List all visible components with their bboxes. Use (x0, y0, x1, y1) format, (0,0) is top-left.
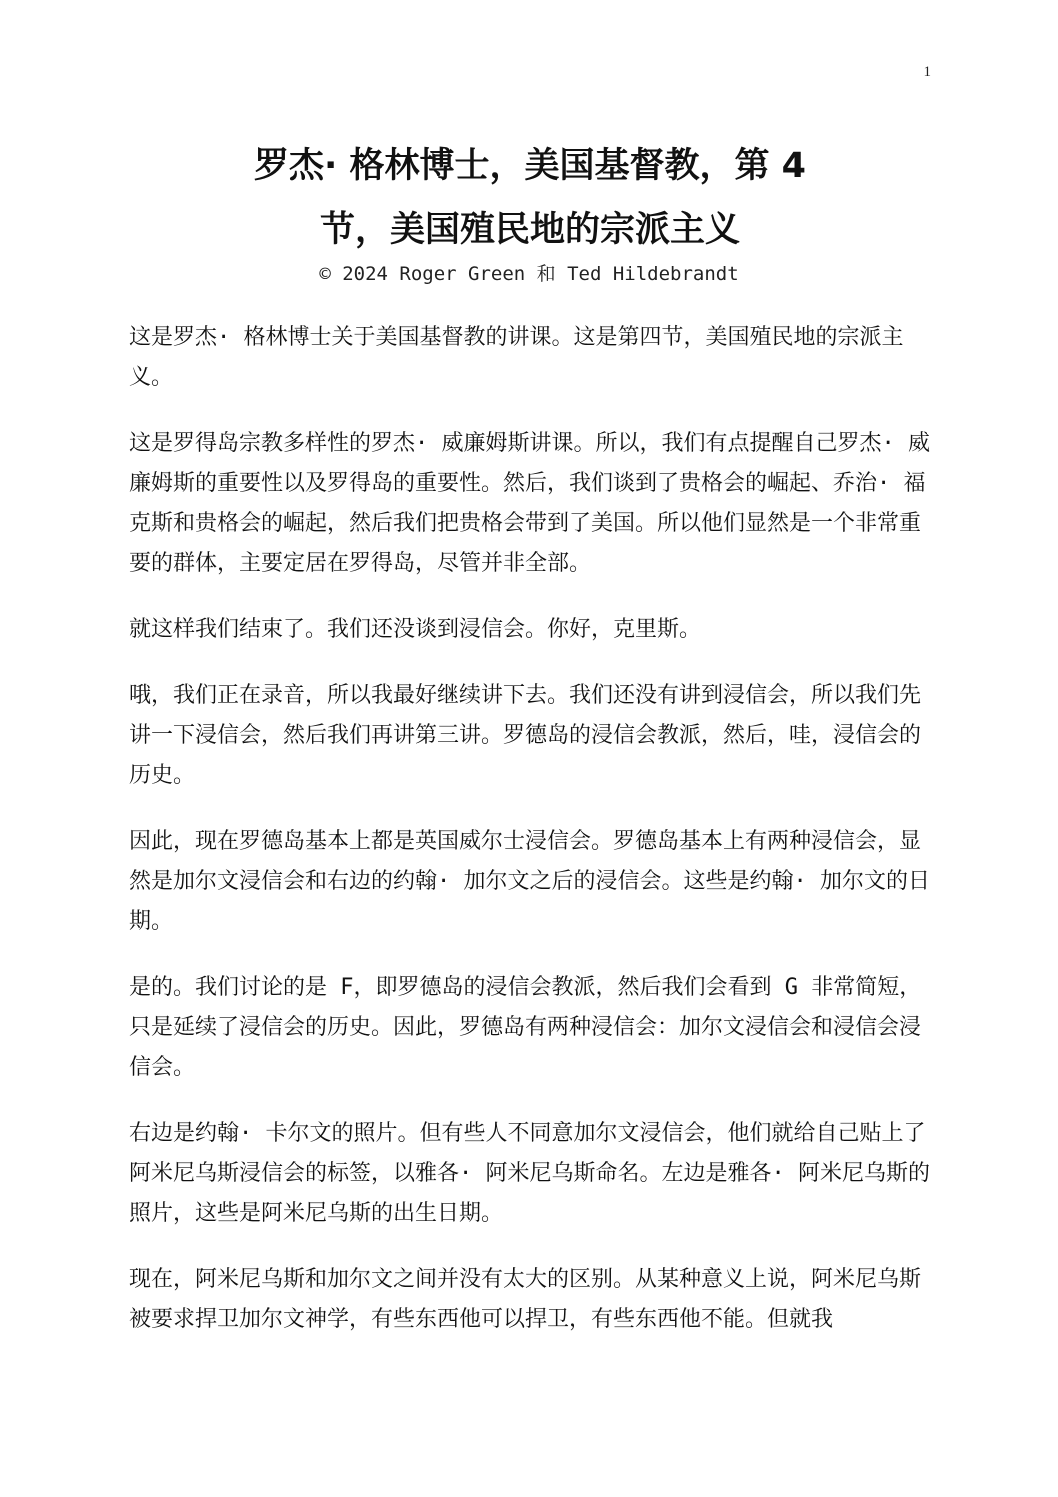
paragraph: 这是罗杰· 格林博士关于美国基督教的讲课。这是第四节，美国殖民地的宗派主义。 (129, 325, 904, 390)
copyright-line: © 2024 Roger Green 和 Ted Hildebrandt (319, 263, 739, 285)
paragraph: 因此，现在罗德岛基本上都是英国威尔士浸信会。罗德岛基本上有两种浸信会，显然是加尔文浸信会和右边的约翰· 加尔文之后的浸信会。这些是约翰· 加尔文的日期。 (129, 829, 930, 934)
title-line-1: 罗杰· 格林博士，美国基督教，第 4 (253, 146, 807, 186)
paragraph: 哦，我们正在录音，所以我最好继续讲下去。我们还没有讲到浸信会，所以我们先讲一下浸信会，然后我们再讲第三讲。罗德岛的浸信会教派，然后，哇，浸信会的历史。 (129, 683, 922, 788)
paragraph: 这是罗得岛宗教多样性的罗杰· 威廉姆斯讲课。所以，我们有点提醒自己罗杰· 威廉姆斯的重要性以及罗得岛的重要性。然后，我们谈到了贵格会的崛起、乔治· 福克斯和贵格会的崛起，然后我们把贵格会带到了美国。所以他们显然是一个非常重要的群体，主要定居在罗得岛，尽管并非全部。 (129, 431, 930, 576)
document-body (129, 318, 931, 1366)
paragraph: 右边是约翰· 卡尔文的照片。但有些人不同意加尔文浸信会，他们就给自己贴上了阿米尼乌斯浸信会的标签，以雅各· 阿米尼乌斯命名。左边是雅各· 阿米尼乌斯的照片，这些是阿米尼乌斯的出生日期。 (129, 1121, 930, 1226)
paragraph: 是的。我们讨论的是 F，即罗德岛的浸信会教派，然后我们会看到 G 非常简短，只是延续了浸信会的历史。因此，罗德岛有两种浸信会：加尔文浸信会和浸信会浸信会。 (129, 975, 922, 1080)
paragraph: 就这样我们结束了。我们还没谈到浸信会。你好，克里斯。 (129, 617, 702, 642)
title-line-2: 节，美国殖民地的宗派主义 (319, 210, 740, 250)
paragraph: 现在，阿米尼乌斯和加尔文之间并没有太大的区别。从某种意义上说，阿米尼乌斯被要求捍卫加尔文神学，有些东西他可以捍卫，有些东西他不能。但就我 (129, 1267, 922, 1332)
document-title (180, 134, 880, 262)
page-number: 1 (923, 64, 931, 80)
